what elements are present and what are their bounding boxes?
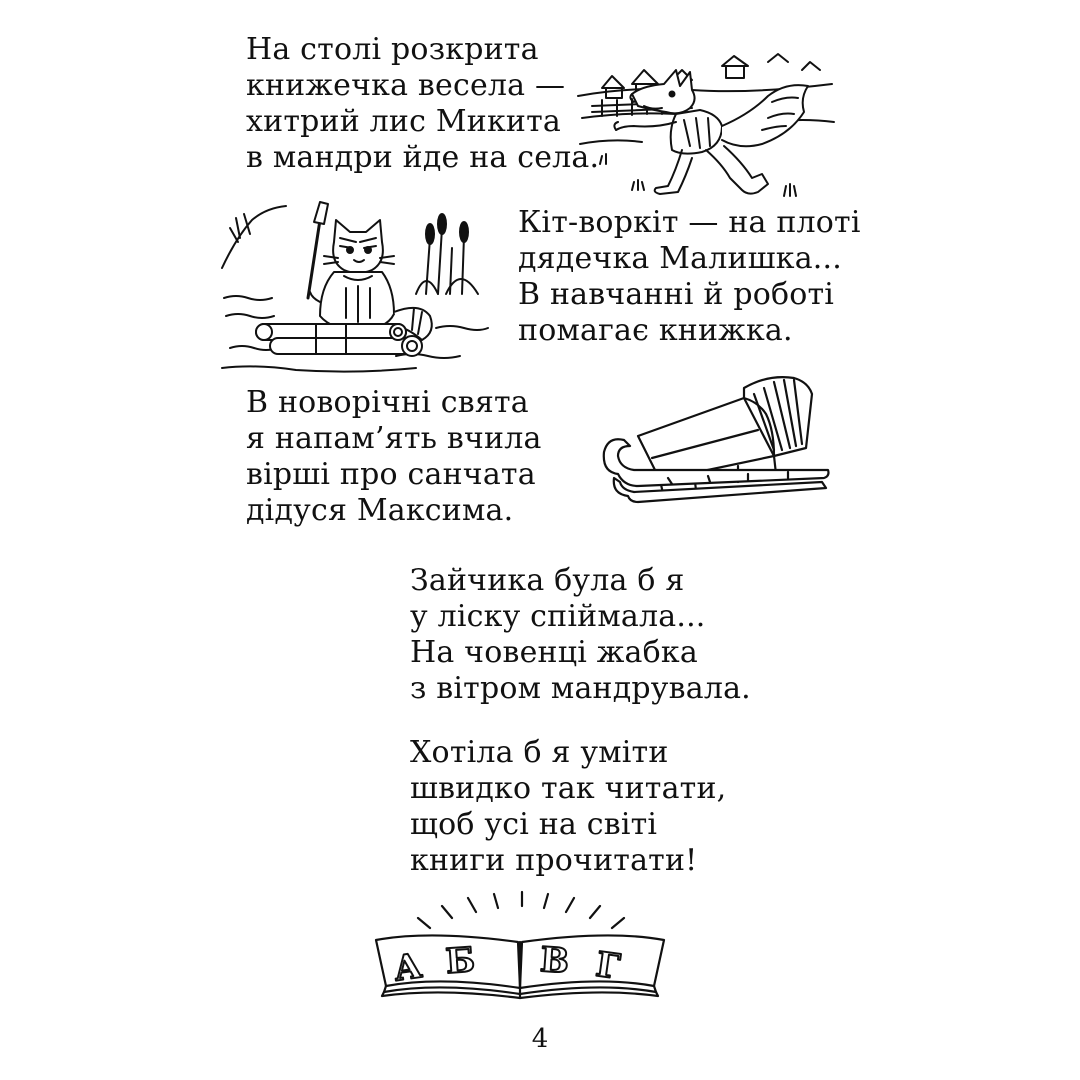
stanza-1 <box>246 32 599 176</box>
page-number: 4 <box>531 1024 549 1054</box>
book-letter-g: Г <box>593 944 623 988</box>
stanza-line: в мандри йде на села. <box>246 140 600 175</box>
stanza-line: В новорічні свята <box>246 385 529 420</box>
stanza-line: книжечка весела — <box>246 68 566 103</box>
stanza-line: помагає книжка. <box>518 313 793 348</box>
sled-illustration <box>598 370 832 510</box>
stanza-line: дядечка Малишка... <box>518 241 843 276</box>
stanza-line: На столі розкрита <box>246 32 539 67</box>
stanza-line: швидко так читати, <box>410 771 727 806</box>
stanza-line: у ліску спіймала... <box>410 599 706 634</box>
book-letter-a: А <box>391 946 425 990</box>
stanza-line: хитрий лис Микита <box>246 104 561 139</box>
book-letter-b: Б <box>444 940 477 983</box>
stanza-line: Хотіла б я уміти <box>410 735 669 770</box>
fox-walking-illustration <box>572 26 842 202</box>
stanza-line: Зайчика була б я <box>410 563 685 598</box>
stanza-line: книги прочитати! <box>410 843 698 878</box>
stanza-line: Кіт-воркіт — на плоті <box>518 205 861 240</box>
stanza-5 <box>410 735 726 879</box>
stanza-line: я напам’ять вчила <box>246 421 542 456</box>
stanza-2 <box>518 205 861 349</box>
stanza-line: дідуся Максима. <box>246 493 514 528</box>
stanza-line: з вітром мандрувала. <box>410 671 751 706</box>
open-book-illustration <box>370 888 670 1000</box>
cat-on-raft-illustration <box>216 198 492 378</box>
stanza-line: В навчанні й роботі <box>518 277 835 312</box>
stanza-4 <box>410 563 751 707</box>
stanza-line: На човенці жабка <box>410 635 698 670</box>
book-letter-v: В <box>538 939 571 982</box>
stanza-line: щоб усі на світі <box>410 807 658 842</box>
stanza-3 <box>246 385 542 529</box>
stanza-line: вірші про санчата <box>246 457 536 492</box>
